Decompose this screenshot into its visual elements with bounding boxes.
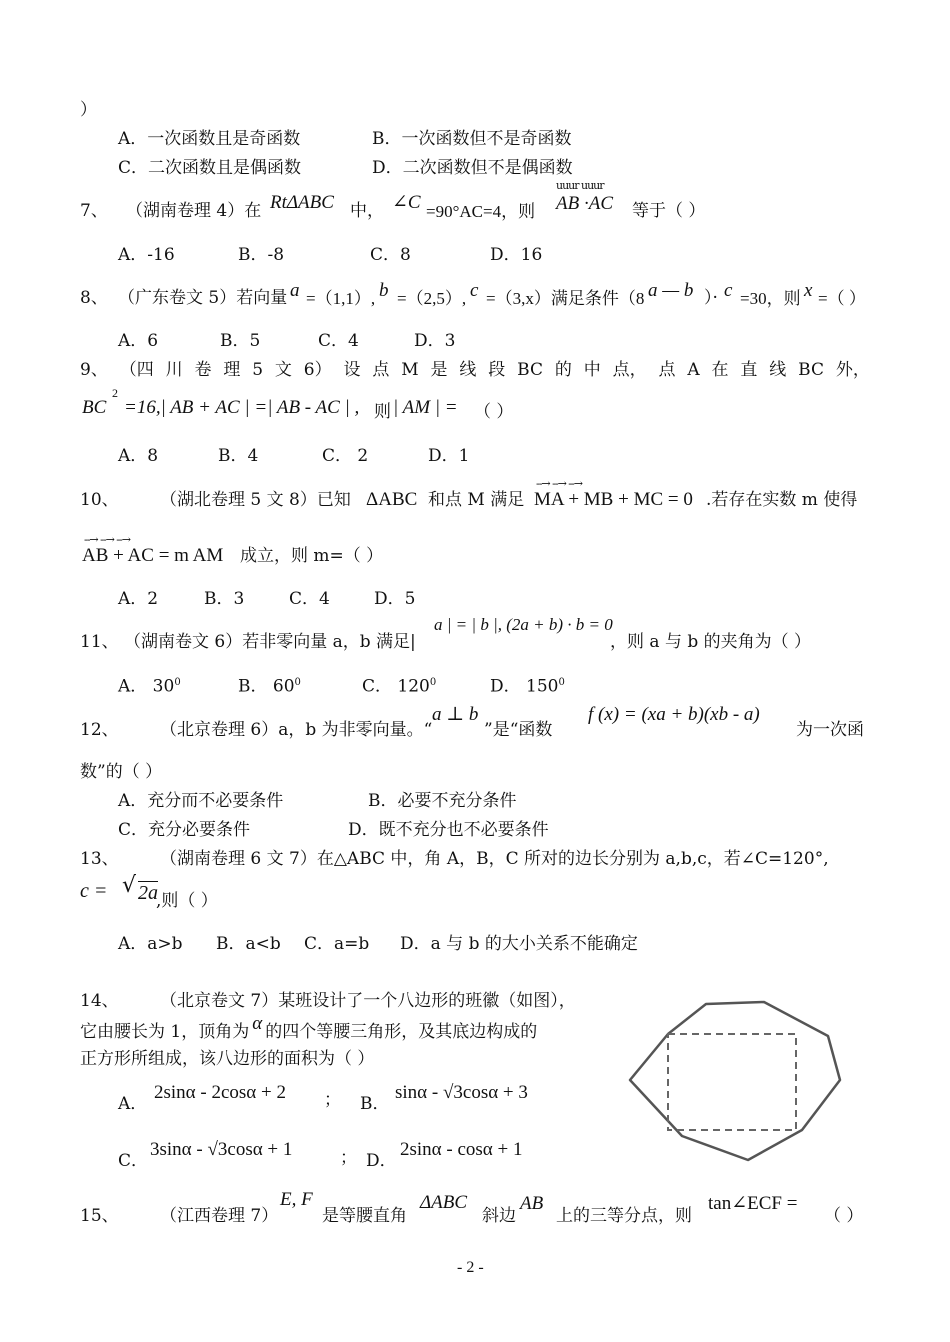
- q8-option-d: D．3: [414, 331, 456, 351]
- q9-line1: 9、 （四 川 卷 理 5 文 6） 设 点 M 是 线 段 BC 的 中 点， 点 A 在 直 线 BC 外，: [80, 360, 870, 380]
- q9-paren: （ ）: [474, 402, 514, 422]
- q12-function: f (x) = (xa + b)(xb - a): [588, 704, 760, 725]
- q9-then: 则: [374, 402, 391, 422]
- q11-option-b: B． $60^0$: [238, 676, 301, 697]
- q11-number: 11、: [80, 632, 119, 652]
- q14-option-a: 2sinα - 2cosα + 2: [154, 1082, 286, 1103]
- q11-text1: ，则 a 与 b 的夹角为（ ）: [610, 632, 812, 652]
- q8-option-c: C．4: [318, 331, 359, 351]
- q14-option-c: 3sinα - √3cosα + 1: [150, 1139, 293, 1160]
- q8-vector-a: a: [290, 280, 300, 301]
- q8-text5: =30，则: [740, 289, 801, 308]
- q7-option-b: B．-8: [238, 245, 285, 265]
- q7-text1: 中，: [350, 201, 384, 221]
- q14-option-d-label: D．: [366, 1151, 397, 1171]
- q8-number: 8、: [80, 288, 108, 308]
- q7-text3: 等于（ ）: [632, 201, 706, 221]
- q9-option-a: A．8: [118, 446, 159, 466]
- q10-option-b: B．3: [204, 589, 245, 609]
- q13-option-a: A．a>b: [118, 934, 183, 954]
- q13-sqrt-value: 2a: [138, 882, 158, 904]
- q15-ab: AB: [520, 1193, 544, 1214]
- q9-equation: =16,| AB + AC | =| AB - AC | ,: [124, 397, 360, 418]
- q12-perpendicular: a ⊥ b: [432, 704, 479, 725]
- q11-option-a: A． $30^0$: [118, 676, 181, 697]
- q8-text2: =（2,5）,: [397, 289, 467, 308]
- q14-option-a-label: A．: [118, 1094, 148, 1114]
- q8-text6: =（ ）: [818, 289, 866, 308]
- q15-text3: 上的三等分点，则: [556, 1206, 692, 1226]
- q10-equation2: AB + AC = m AM: [82, 545, 224, 566]
- q10-number: 10、: [80, 490, 119, 510]
- q10-option-c: C．4: [289, 589, 330, 609]
- q8-variable-x: x: [804, 280, 813, 301]
- q13-option-d: D．a 与 b 的大小关系不能确定: [400, 934, 638, 954]
- q12-option-d: D．既不充分也不必要条件: [348, 820, 549, 840]
- q8-vector-c2: c: [724, 280, 733, 301]
- q10-triangle: ΔABC: [366, 489, 418, 510]
- q7-source: （湖南卷理 4）在: [126, 201, 262, 221]
- q13-option-b: B．a<b: [216, 934, 281, 954]
- q7-vector-product: AB ·AC: [556, 193, 613, 214]
- q15-triangle: ΔABC: [420, 1192, 468, 1213]
- q11-option-d: D． $150^0$: [490, 676, 565, 697]
- q9-superscript: 2: [112, 386, 118, 400]
- q8-source: （广东卷文 5）若向量: [118, 288, 288, 308]
- q7-option-d: D．16: [490, 245, 543, 265]
- q14-number: 14、: [80, 991, 119, 1011]
- q13-number: 13、: [80, 849, 119, 869]
- q10-text1: 和点 M 满足: [428, 490, 525, 510]
- q14-option-b: sinα - √3cosα + 3: [395, 1082, 528, 1103]
- q6-option-a: A．一次函数且是奇函数: [118, 129, 301, 149]
- q7-triangle: RtΔABC: [270, 192, 334, 213]
- q11-condition: a | = | b |, (2a + b) · b = 0: [434, 615, 613, 634]
- q13-c-equals: c =: [80, 880, 108, 902]
- q9-option-c: C． 2: [322, 446, 369, 466]
- q7-text2: =90°AC=4，则: [426, 202, 536, 221]
- sqrt-icon: √: [122, 873, 137, 898]
- q8-option-a: A．6: [118, 331, 159, 351]
- q15-source: （江西卷理 7）: [160, 1206, 279, 1226]
- q9-option-b: B．4: [218, 446, 259, 466]
- q10-equation1: MA + MB + MC = 0: [534, 489, 693, 510]
- q12-source: （北京卷理 6）a，b 为非零向量。“: [160, 720, 433, 740]
- q12-text2: 为一次函: [796, 720, 864, 740]
- q13-then: ,则（ ）: [156, 891, 218, 911]
- q7-angle: ∠C: [392, 192, 421, 213]
- q14-option-d: 2sinα - cosα + 1: [400, 1139, 523, 1160]
- q15-text1: 是等腰直角: [322, 1206, 407, 1226]
- q14-option-c-label: C．: [118, 1151, 149, 1171]
- q15-paren: （ ）: [824, 1206, 864, 1226]
- q10-option-d: D．5: [374, 589, 416, 609]
- q10-source: （湖北卷理 5 文 8）已知: [160, 490, 351, 510]
- q11-source: （湖南卷文 6）若非零向量 a，b 满足|: [124, 632, 416, 652]
- q12-option-a: A．充分而不必要条件: [118, 791, 284, 811]
- octagon-badge-figure: [624, 996, 846, 1166]
- q9-option-d: D．1: [428, 446, 470, 466]
- q14-option-b-label: B．: [360, 1094, 390, 1114]
- q7-option-a: A．-16: [118, 245, 175, 265]
- q10-option-a: A．2: [118, 589, 159, 609]
- q6-option-b: B．一次函数但不是奇函数: [372, 129, 572, 149]
- q13-option-c: C．a=b: [304, 934, 370, 954]
- q12-option-c: C．充分必要条件: [118, 820, 251, 840]
- q7-vector-arrows: uuur uuur: [556, 179, 604, 192]
- q15-text2: 斜边: [482, 1206, 516, 1226]
- q12-option-b: B．必要不充分条件: [368, 791, 517, 811]
- q8-text3: =（3,x）满足条件（8: [486, 289, 645, 308]
- q12-number: 12、: [80, 720, 119, 740]
- q15-number: 15、: [80, 1206, 119, 1226]
- q8-vector-b: b: [379, 280, 389, 301]
- q8-option-b: B．5: [220, 331, 261, 351]
- q14-semicolon-c: ；: [340, 1148, 357, 1168]
- q9-bc: BC: [82, 397, 107, 418]
- q14-source: （北京卷文 7）某班设计了一个八边形的班徽（如图），: [160, 991, 576, 1011]
- q14-line3: 正方形所组成，该八边形的面积为（ ）: [80, 1049, 375, 1069]
- q8-text4: ）·: [704, 288, 718, 308]
- q12-continuation: 数”的（ ）: [80, 762, 163, 782]
- q7-number: 7、: [80, 201, 108, 221]
- q12-text1: ”是“函数: [484, 720, 553, 740]
- q8-vector-c: c: [470, 280, 479, 301]
- page-number: - 2 -: [457, 1259, 484, 1276]
- q7-option-c: C．8: [370, 245, 411, 265]
- q15-tangent: tan∠ECF =: [708, 1193, 798, 1214]
- q10-arrows1: --→ --→ --→: [536, 477, 582, 490]
- q6-option-c: C．二次函数且是偶函数: [118, 158, 302, 178]
- q9-am: | AM | =: [393, 397, 458, 418]
- q6-close-paren: ）: [80, 100, 97, 120]
- q15-ef: E, F: [280, 1189, 313, 1210]
- q11-option-c: C． $120^0$: [362, 676, 437, 697]
- q13-source: （湖南卷理 6 文 7）在△ABC 中，角 A，B，C 所对的边长分别为 a,b,c，若∠C=120°,: [160, 849, 829, 869]
- q14-semicolon-a: ；: [324, 1090, 341, 1110]
- q10-text2: .若存在实数 m 使得: [706, 490, 858, 510]
- q6-option-d: D．二次函数但不是偶函数: [372, 158, 573, 178]
- q10-text3: 成立，则 m=（ ）: [240, 546, 384, 566]
- q8-expression: a — b: [648, 280, 694, 301]
- q10-arrows2: --→ --→ --→: [84, 533, 130, 546]
- q14-line2: 它由腰长为 1，顶角为 α 的四个等腰三角形，及其底边构成的: [80, 1013, 538, 1042]
- q8-text1: =（1,1）,: [306, 289, 376, 308]
